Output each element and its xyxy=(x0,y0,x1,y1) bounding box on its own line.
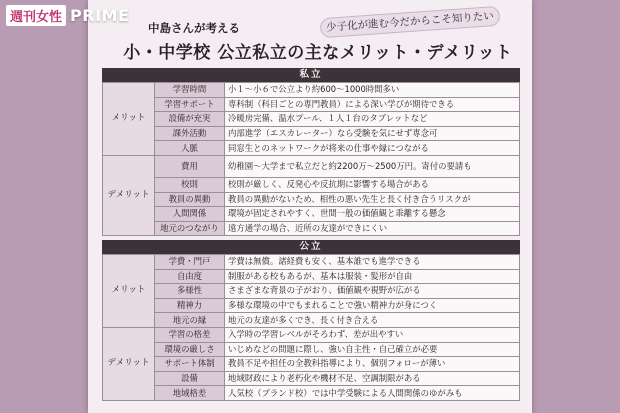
public-table xyxy=(102,254,520,401)
table-row xyxy=(103,386,520,401)
row-desc: 入学時の学習レベルがそろわず、差が出やすい xyxy=(225,327,520,342)
row-item: 課外活動 xyxy=(155,126,225,141)
table-row xyxy=(103,141,520,156)
public-section xyxy=(102,240,520,401)
row-item: 地元のつながり xyxy=(155,221,225,236)
brand-logo-en: PRIME xyxy=(70,5,130,25)
table-row xyxy=(103,371,520,386)
row-item: 学費・門戸 xyxy=(155,255,225,270)
row-desc: 遠方通学の場合、近所の友達ができにくい xyxy=(225,221,520,236)
header xyxy=(88,0,532,66)
private-table xyxy=(102,82,520,236)
row-item: 学習の格差 xyxy=(155,327,225,342)
row-item: サポート体制 xyxy=(155,357,225,372)
table-row xyxy=(103,155,520,177)
row-desc: 専科制（科目ごとの専門教員）による深い学びが期待できる xyxy=(225,97,520,112)
author-line: 中島さんが考える xyxy=(148,21,240,35)
table-row xyxy=(103,177,520,192)
public-section-header: 公立 xyxy=(102,240,520,254)
row-desc: 多様な環境の中でもまれることで強い精神力が身につく xyxy=(225,298,520,313)
row-item: 設備が充実 xyxy=(155,112,225,127)
private-section-header: 私立 xyxy=(102,68,520,82)
row-item: 環境の厳しさ xyxy=(155,342,225,357)
table-row xyxy=(103,83,520,98)
merit-group-label: メリット xyxy=(103,255,155,328)
merit-group-label: メリット xyxy=(103,83,155,156)
row-desc: 内部進学（エスカレーター）なら受験を気にせず専念可 xyxy=(225,126,520,141)
row-desc: 人気校（ブランド校）では中学受験による人間関係のゆがみも xyxy=(225,386,520,401)
row-desc: 教員不足や担任の全教科指導により、個別フォローが薄い xyxy=(225,357,520,372)
private-section xyxy=(102,68,520,236)
row-desc: 学費は無償。諸経費も安く、基本誰でも進学できる xyxy=(225,255,520,270)
article-paper xyxy=(88,0,532,413)
table-row xyxy=(103,255,520,270)
row-desc: 環境が固定されやすく、世間一般の価値観と乖離する懸念 xyxy=(225,207,520,222)
row-desc: さまざまな背景の子がおり、価値観や視野が広がる xyxy=(225,284,520,299)
row-item: 費用 xyxy=(155,155,225,177)
row-desc: 校則が厳しく、反発心や反抗期に影響する場合がある xyxy=(225,177,520,192)
row-item: 自由度 xyxy=(155,269,225,284)
page-title: 小・中学校 公立私立の主なメリット・デメリット xyxy=(123,43,513,63)
row-desc: 冷暖房完備、温水プール、１人１台のタブレットなど xyxy=(225,112,520,127)
row-desc: 同窓生とのネットワークが将来の仕事や縁につながる xyxy=(225,141,520,156)
demerit-group-label: デメリット xyxy=(103,155,155,235)
row-item: 地元の縁 xyxy=(155,313,225,328)
table-row xyxy=(103,207,520,222)
table-row xyxy=(103,269,520,284)
table-row xyxy=(103,313,520,328)
brand-logo-jp: 週刊女性 xyxy=(6,5,66,26)
table-row xyxy=(103,342,520,357)
row-item: 校則 xyxy=(155,177,225,192)
table-row xyxy=(103,357,520,372)
row-desc: 制服がある校もあるが、基本は服装・髪形が自由 xyxy=(225,269,520,284)
table-row xyxy=(103,192,520,207)
row-desc: 幼稚園～大学まで私立だと約2200万～2500万円。寄付の要請も xyxy=(225,155,520,177)
row-desc: 教員の異動がないため、相性の悪い先生と長く付き合うリスクが xyxy=(225,192,520,207)
table-row xyxy=(103,327,520,342)
row-item: 教員の異動 xyxy=(155,192,225,207)
row-desc: いじめなどの問題に際し、強い自主性・自己確立が必要 xyxy=(225,342,520,357)
row-item: 学習サポート xyxy=(155,97,225,112)
row-item: 学習時間 xyxy=(155,83,225,98)
table-row xyxy=(103,97,520,112)
table-row xyxy=(103,112,520,127)
brand-logo xyxy=(6,4,129,26)
row-item: 人脈 xyxy=(155,141,225,156)
row-item: 精神力 xyxy=(155,298,225,313)
row-item: 多様性 xyxy=(155,284,225,299)
demerit-group-label: デメリット xyxy=(103,327,155,400)
tagline-bubble: 少子化が進む今だからこそ知りたい xyxy=(320,6,501,39)
row-desc: 地域財政により老朽化や機材不足、空調制限がある xyxy=(225,371,520,386)
row-item: 設備 xyxy=(155,371,225,386)
table-row xyxy=(103,298,520,313)
row-item: 人間関係 xyxy=(155,207,225,222)
row-desc: 地元の友達が多くでき、長く付き合える xyxy=(225,313,520,328)
table-row xyxy=(103,284,520,299)
table-row xyxy=(103,221,520,236)
row-desc: 小１～小６で公立より約600～1000時間多い xyxy=(225,83,520,98)
row-item: 地域格差 xyxy=(155,386,225,401)
table-row xyxy=(103,126,520,141)
